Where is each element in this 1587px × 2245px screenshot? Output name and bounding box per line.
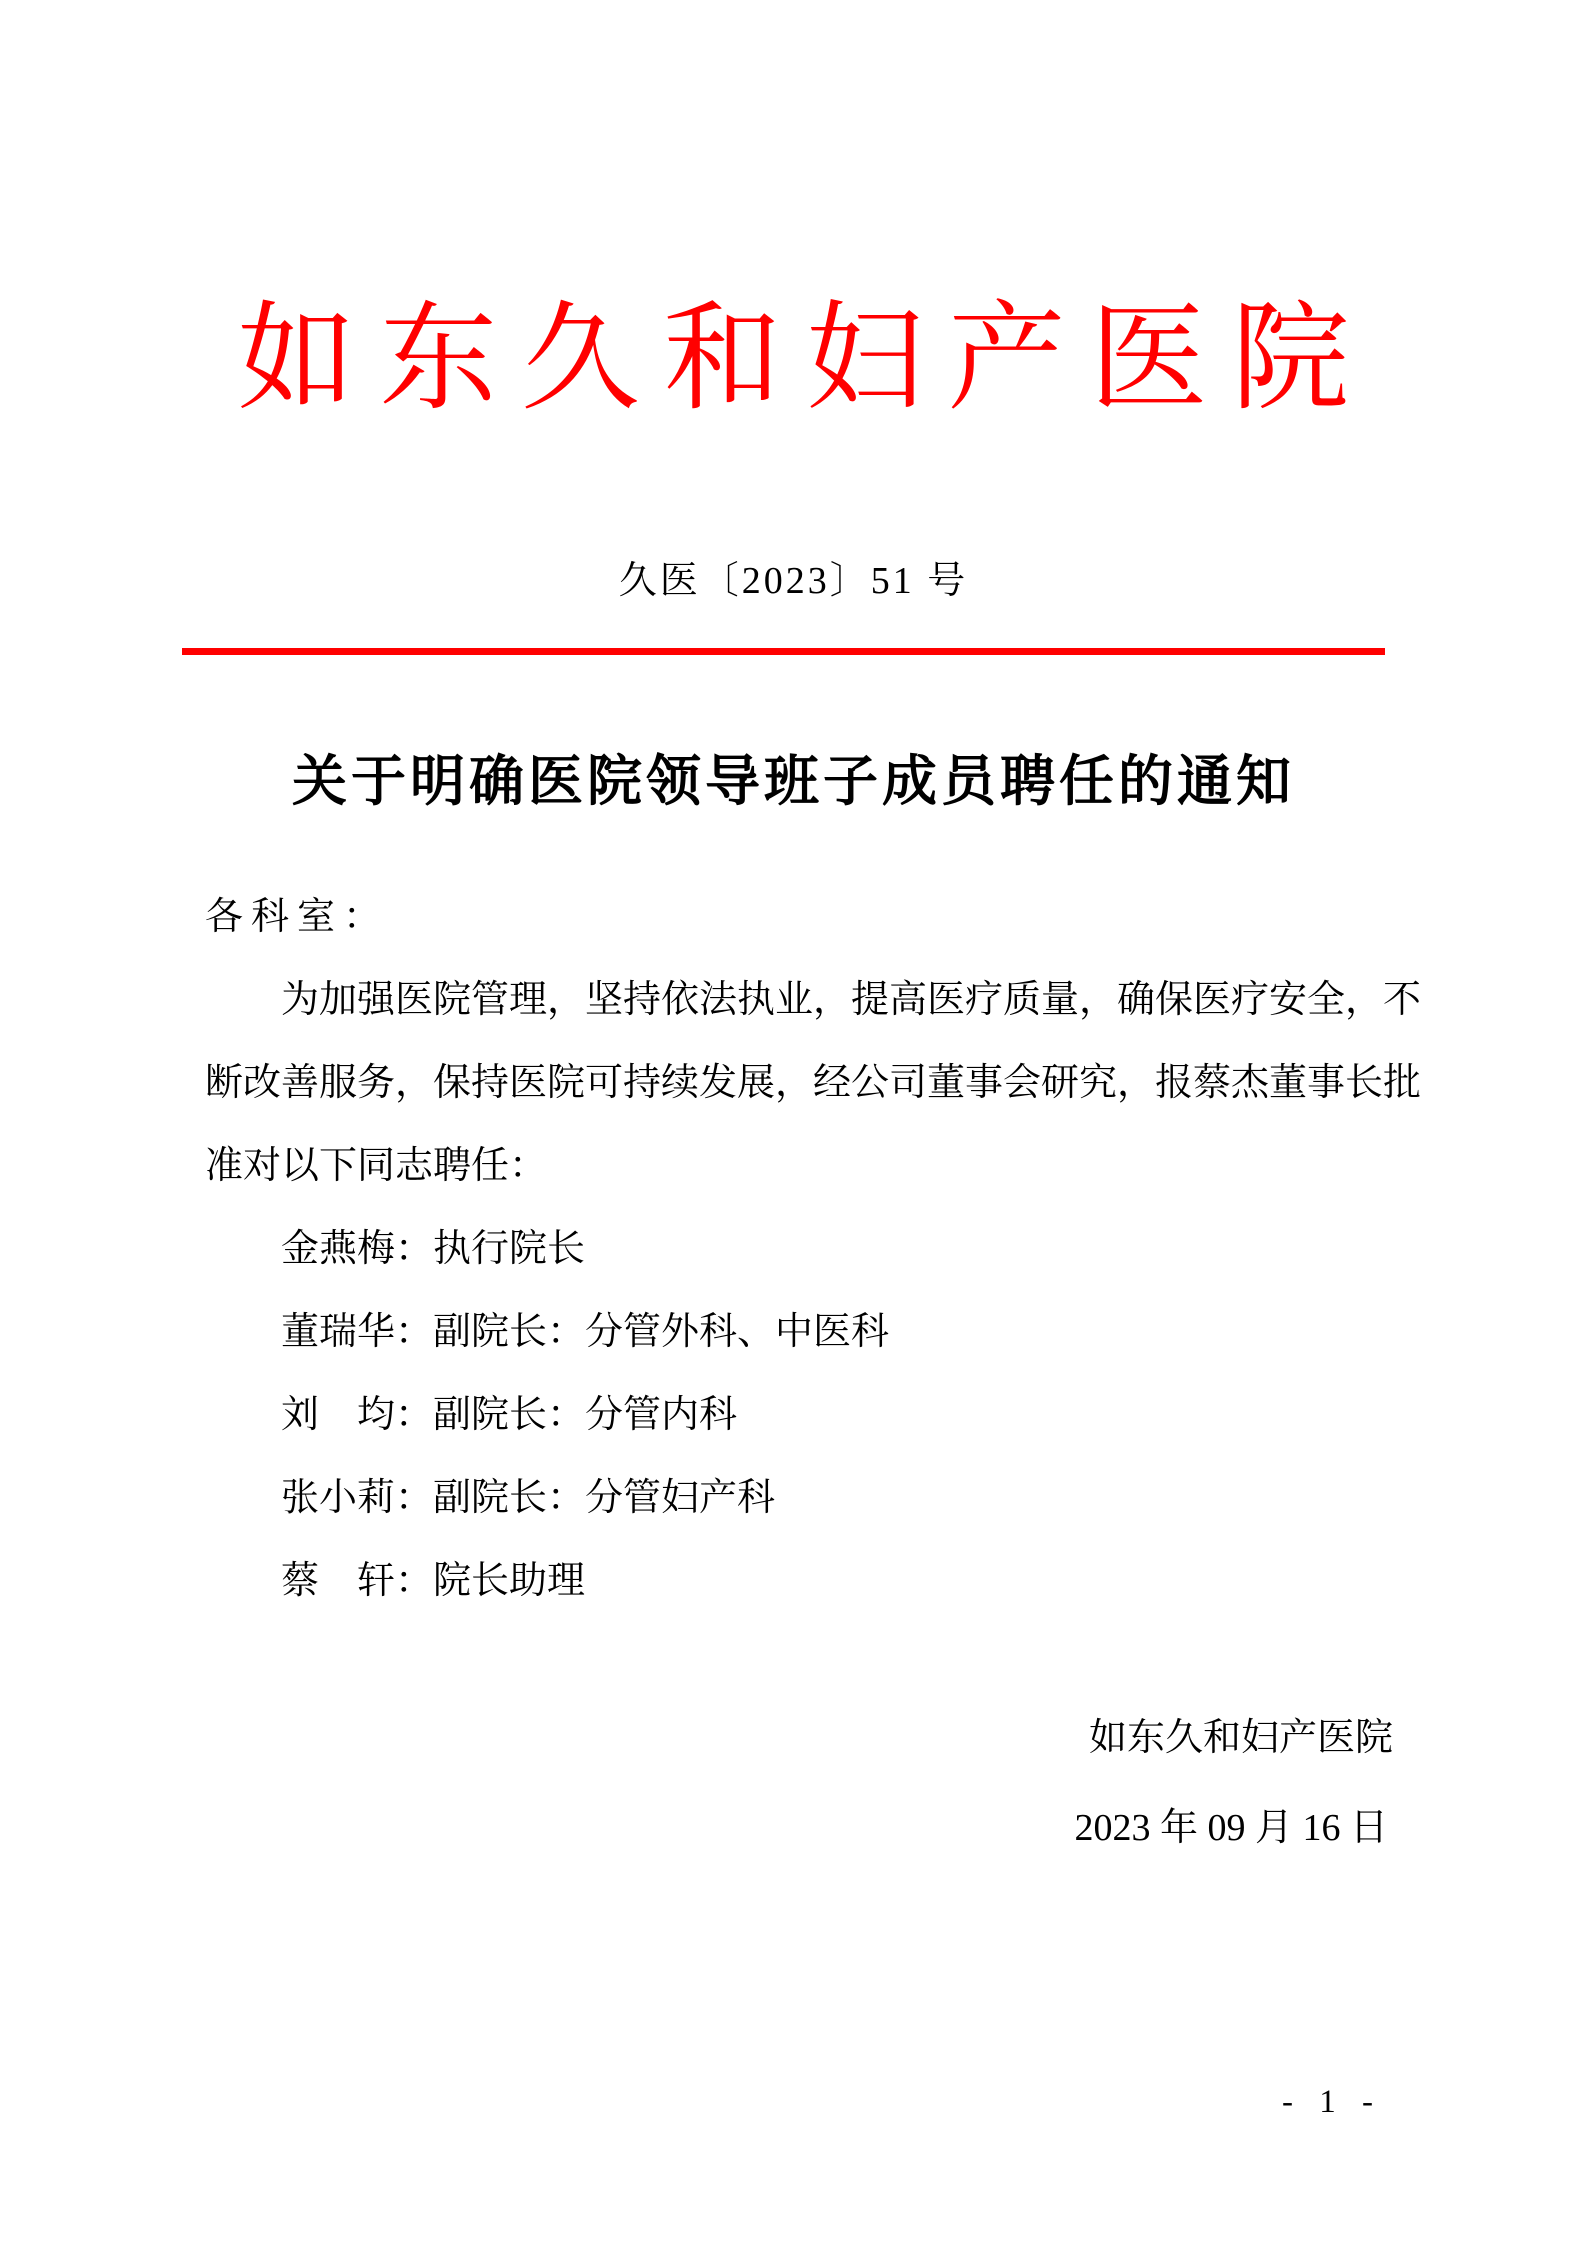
body-paragraph-line: 为加强医院管理，坚持依法执业，提高医疗质量，确保医疗安全，不 xyxy=(281,979,1422,1021)
appointment-item: 董瑞华：副院长：分管外科、中医科 xyxy=(281,1311,890,1353)
notice-title: 关于明确医院领导班子成员聘任的通知 xyxy=(291,750,1295,812)
signature-date: 2023 年 09 月 16 日 xyxy=(1074,1807,1388,1849)
body-paragraph-line: 断改善服务，保持医院可持续发展，经公司董事会研究，报蔡杰董事长批 xyxy=(205,1062,1422,1104)
letterhead-hospital-name: 如东久和妇产医院 xyxy=(237,294,1374,425)
document-body xyxy=(205,876,1422,1623)
signature-organization: 如东久和妇产医院 xyxy=(1088,1717,1393,1759)
body-paragraph-line: 准对以下同志聘任： xyxy=(205,1145,548,1187)
document-number: 久医〔2023〕51 号 xyxy=(618,560,969,602)
appointment-item: 金燕梅：执行院长 xyxy=(281,1228,586,1270)
appointment-item: 张小莉：副院长：分管妇产科 xyxy=(281,1477,776,1519)
appointment-item: 蔡 轩：院长助理 xyxy=(281,1560,586,1602)
salutation: 各科室： xyxy=(205,896,390,938)
page-number: - 1 - xyxy=(1282,2084,1382,2120)
appointment-item: 刘 均：副院长：分管内科 xyxy=(281,1394,738,1436)
red-divider-line xyxy=(182,648,1385,655)
